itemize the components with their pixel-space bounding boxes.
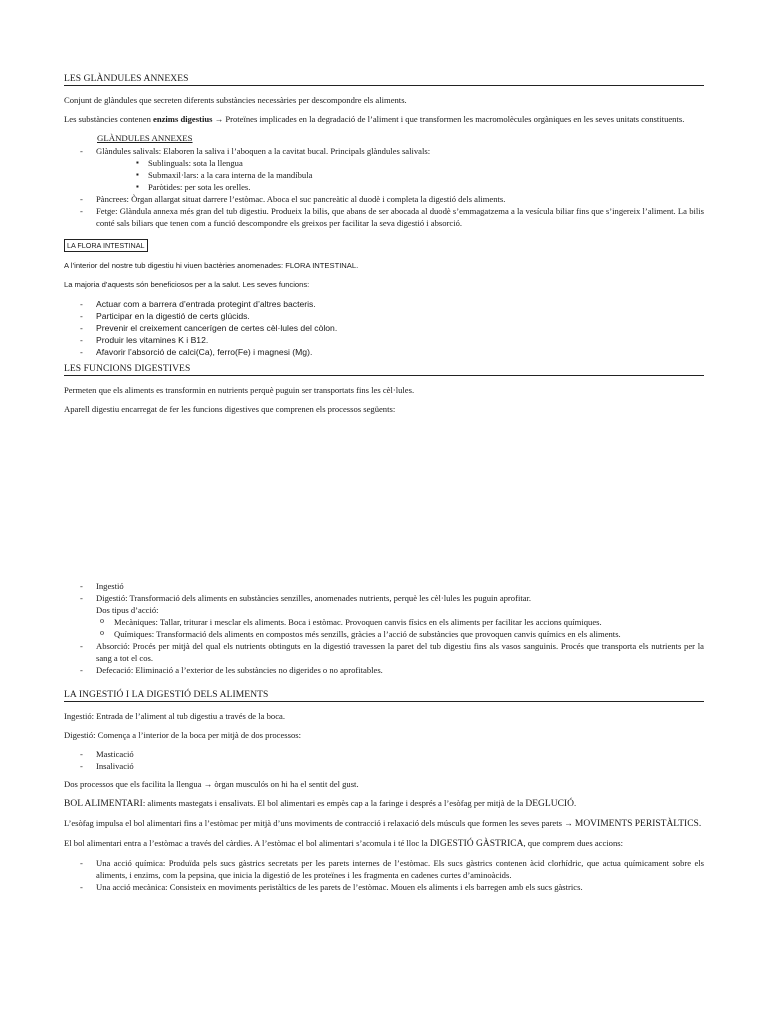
digestio-def: Digestió: Comença a l’interior de la boca per mitjà de dos processos: xyxy=(64,730,301,740)
glandules-intro: Conjunt de glàndules que secreten diferents substàncies necessàries per descompondre els aliments. xyxy=(64,95,407,105)
enzyme-term: enzims digestius xyxy=(153,114,213,124)
glandules-enzymes: Les substàncies contenen enzims digestius → Proteïnes implicades en la degradació de l’aliment i que transformen les macromolècules orgàniques en les seves unitats constituents. xyxy=(64,114,685,124)
list-item-ingestio: - Ingestió xyxy=(64,580,704,592)
bol-alimentari-text: BOL ALIMENTARI: aliments mastegats i ensalivats. El bol alimentari es empès cap a la faringe i després a l’esòfag per mitjà de la DEGLUCIÓ. xyxy=(64,798,577,809)
list-item: - Produir les vitamines K i B12. xyxy=(64,334,704,346)
section-title-flora: LA FLORA INTESTINAL xyxy=(64,239,148,252)
list-item: - Afavorir l’absorció de calci(Ca), ferro(Fe) i magnesi (Mg). xyxy=(64,346,704,358)
list-item-defecacio: - Defecació: Eliminació a l’exterior de les substàncies no digerides o no aprofitables. xyxy=(64,664,704,676)
funcions-list xyxy=(64,580,704,676)
estomac-text: El bol alimentari entra a l’estòmac a través del càrdies. A l’estòmac el bol alimentari s’acomula i té lloc la DIGESTIÓ GÀSTRICA, que comprem dues accions: xyxy=(64,838,624,849)
list-item: ▪ Paròtides: per sota les orelles. xyxy=(96,181,704,193)
dos-tipus-label: Dos tipus d’acció: xyxy=(96,605,159,615)
section-title-ingestio: LA INGESTIÓ I LA DIGESTIÓ DELS ALIMENTS xyxy=(64,690,704,702)
list-item-quimiques: o Químiques: Transformació dels aliments en compostos més senzills, gràcies a l’acció de substàncies que provoquen canvis químics en els aliments. xyxy=(96,628,704,640)
salivals-sublist xyxy=(96,157,704,193)
list-item-pancrees: - Pàncrees: Òrgan allargat situat darrere l’estòmac. Aboca el suc pancreàtic al duodè i completa la digestió dels aliments. xyxy=(64,193,704,205)
accions-sublist xyxy=(96,616,704,640)
list-item-digestio: - Digestió: Transformació dels aliments en substàncies senzilles, anomenades nutrients, perquè les cèl·lules les puguin aprofitar. Dos tipus d’acció: o Mecàniques: Tallar, triturar i mesclar els aliments. Boca i estòmac. Provoquen canvis físics en els aliments per facilitar les accions químiques. o Químiques: Transformació dels aliments en compostos més senzills, gràcies a l’acció de substàncies que provoquen canvis químics en els aliments. xyxy=(64,592,704,640)
list-item-mecanica: - Una acció mecànica: Consisteix en moviments peristàltics de les parets de l’estòmac. Mouen els aliments i els barregen amb els sucs gàstrics. xyxy=(64,881,704,893)
section-title-glandules: LES GLÀNDULES ANNEXES xyxy=(64,74,704,86)
funcions-aparell: Aparell digestiu encarregat de fer les funcions digestives que comprenen els processos següents: xyxy=(64,404,396,414)
list-item: - Masticació xyxy=(64,748,704,760)
glandules-sub-heading: GLÀNDULES ANNEXES xyxy=(97,133,193,143)
list-item: - Prevenir el creixement cancerígen de certes cèl·lules del còlon. xyxy=(64,322,704,334)
list-item: - Insalivació xyxy=(64,760,704,772)
ingestio-def: Ingestió: Entrada de l’aliment al tub digestiu a través de la boca. xyxy=(64,711,285,721)
blank-figure-area xyxy=(64,422,704,580)
list-item: ▪ Submaxil·lars: a la cara interna de la mandíbula xyxy=(96,169,704,181)
flora-majority: La majoria d’aquests són beneficiosos per a la salut. Les seves funcions: xyxy=(64,280,310,289)
list-item-absorcio: - Absorció: Procés per mitjà del qual els nutrients obtinguts en la digestió travessen la paret del tub digestiu fins als vasos sanguinis. Procés que transporta els nutrients per la sang a tot el cos. xyxy=(64,640,704,664)
list-item: - Actuar com a barrera d’entrada protegint d’altres bacteris. xyxy=(64,298,704,310)
section-title-funcions: LES FUNCIONS DIGESTIVES xyxy=(64,364,704,376)
list-item-fetge: - Fetge: Glàndula annexa més gran del tub digestiu. Produeix la bilis, que abans de ser abocada al duodè s’emmagatzema a la vesícula biliar fins que s’ingereix l’aliment. La bilis conté sals biliars que tenen com a funció descompondre els greixos per facilitar la seva digestió i absorció. xyxy=(64,205,704,229)
esofag-text: L’esòfag impulsa el bol alimentari fins a l’estòmac per mitjà d’uns moviments de contracció i relaxació dels músculs que formen les seves parets → MOVIMENTS PERISTÀLTICS. xyxy=(64,818,702,829)
processos-list xyxy=(64,748,704,772)
list-item: - Participar en la digestió de certs glúcids. xyxy=(64,310,704,322)
flora-functions-list xyxy=(64,298,704,358)
list-item-quimica: - Una acció química: Produïda pels sucs gàstrics secretats per les parets internes de l’estòmac. Els sucs gàstrics contenen àcid clorhídric, que actua químicament sobre els aliments, i enzims, com la pepsina, que inicia la digestió de les proteïnes i les fragmenta en cadenes curtes d’aminoàcids. xyxy=(64,857,704,881)
llengua-text: Dos processos que els facilita la llengua → òrgan musculós on hi ha el sentit del gust. xyxy=(64,779,359,789)
list-item: ▪ Sublinguals: sota la llengua xyxy=(96,157,704,169)
list-item-mecaniques: o Mecàniques: Tallar, triturar i mesclar els aliments. Boca i estòmac. Provoquen canvis físics en els aliments per facilitar les accions químiques. xyxy=(96,616,704,628)
flora-intro: A l’interior del nostre tub digestiu hi viuen bactèries anomenades: FLORA INTESTINAL. xyxy=(64,261,359,270)
glandules-list xyxy=(64,145,704,229)
document-page xyxy=(64,74,704,899)
list-item-salivals: - Glàndules salivals: Elaboren la saliva i l’aboquen a la cavitat bucal. Principals glàndules salivals: ▪ Sublinguals: sota la llengua ▪ Submaxil·lars: a la cara interna de la mandíbula ▪ Paròtides: per sota les orelles. xyxy=(64,145,704,193)
funcions-intro: Permeten que els aliments es transformin en nutrients perquè puguin ser transportats fins les cèl·lules. xyxy=(64,385,415,395)
accions-list xyxy=(64,857,704,893)
